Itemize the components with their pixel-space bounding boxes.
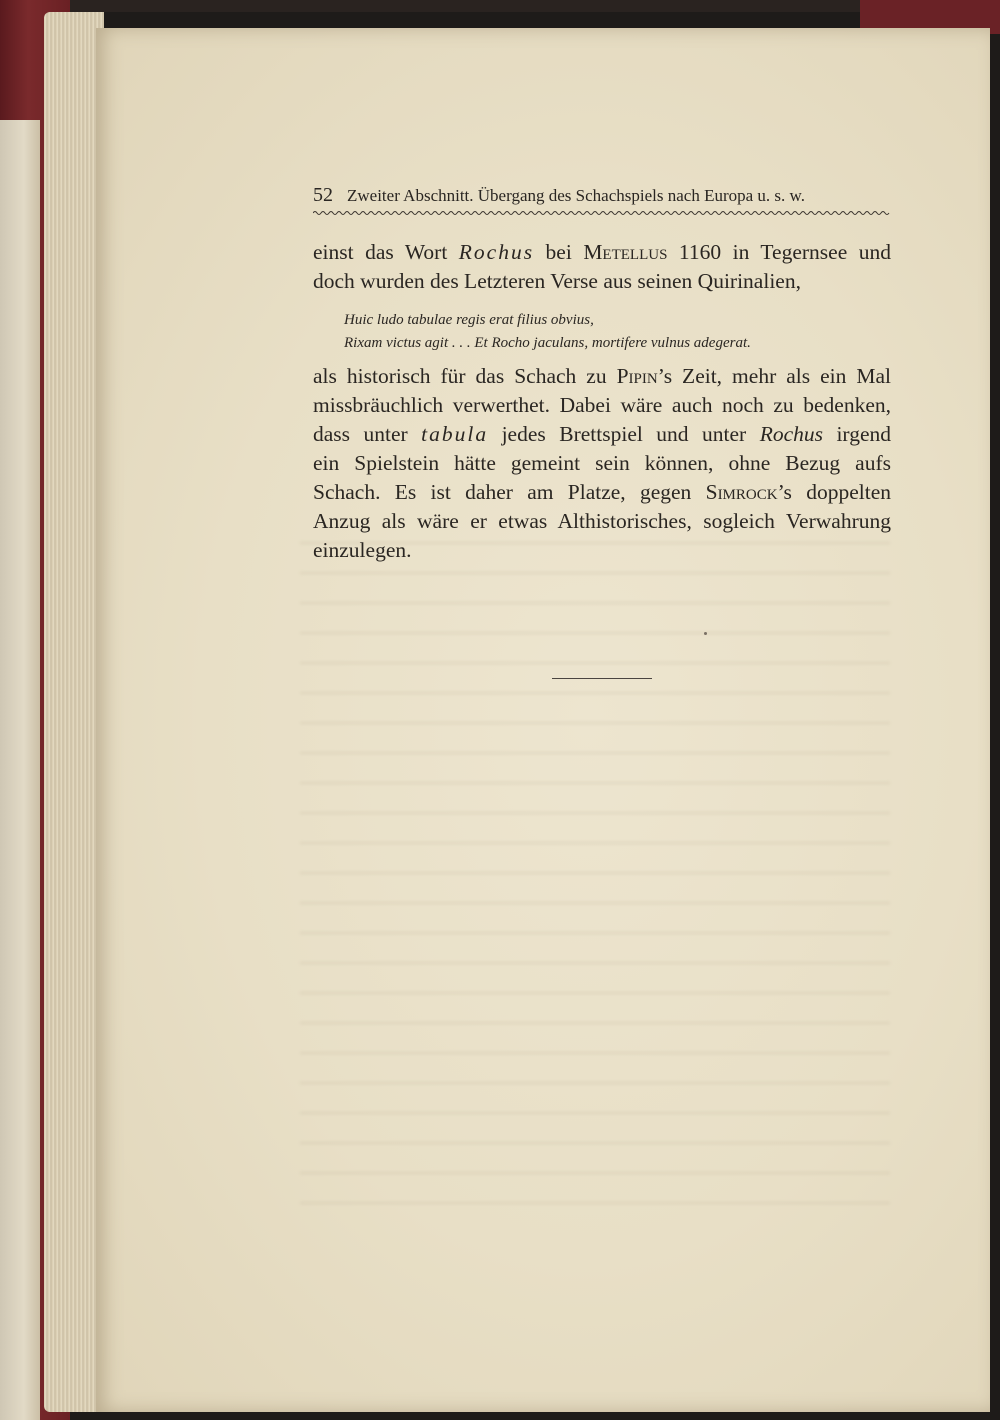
text-run: ’s doppelten bbox=[777, 480, 891, 504]
verse-line-2: Rixam victus agit . . . Et Rocho jaculans, mortifere vulnus adegerat. bbox=[344, 335, 751, 351]
paragraph-1-line-1 bbox=[313, 238, 891, 267]
ink-speck bbox=[704, 632, 707, 635]
rochus-word-2: Rochus bbox=[759, 422, 823, 446]
paragraph-1-line-2: doch wurden des Letzteren Verse aus seinen Quirinalien, bbox=[313, 269, 801, 293]
paragraph-2-line-1 bbox=[313, 362, 891, 391]
text-run: jedes Brettspiel und unter bbox=[488, 422, 760, 446]
paragraph-2-line-6: Anzug als wäre er etwas Althistorisches, sogleich Verwahrung bbox=[313, 509, 891, 533]
text-run: dass unter bbox=[313, 422, 422, 446]
paragraph-2-line-5 bbox=[313, 478, 891, 507]
binding-inner-edge bbox=[0, 120, 40, 1420]
text-run: einst das Wort bbox=[313, 240, 459, 264]
paragraph-2-line-7: einzulegen. bbox=[313, 538, 412, 562]
tabula-word: tabula bbox=[421, 422, 489, 446]
paragraph-1 bbox=[313, 238, 891, 296]
bleed-through-text bbox=[300, 520, 890, 1220]
paragraph-2-line-4: ein Spielstein hätte gemeint sein können, ohne Bezug aufs bbox=[313, 451, 891, 475]
text-run: ’s Zeit, mehr als ein Mal bbox=[657, 364, 892, 388]
section-end-rule bbox=[552, 678, 652, 679]
text-run: irgend bbox=[822, 422, 891, 446]
paragraph-2-line-3 bbox=[313, 420, 891, 449]
paragraph-2 bbox=[313, 362, 891, 565]
paragraph-2-line-2: missbräuchlich verwerthet. Dabei wäre auch noch zu bedenken, bbox=[313, 393, 891, 417]
pipin-name: Pipin bbox=[616, 364, 658, 388]
page-edges bbox=[44, 12, 104, 1412]
header-wavy-rule bbox=[313, 209, 891, 217]
text-run: als historisch für das Schach zu bbox=[313, 364, 617, 388]
rochus-word: Rochus bbox=[458, 240, 535, 264]
verse-line-1: Huic ludo tabulae regis erat filius obvius, bbox=[344, 312, 594, 328]
metellus-name: Metellus bbox=[583, 240, 668, 264]
text-run: 1160 in Tegernsee und bbox=[667, 240, 891, 264]
page-number: 52 bbox=[313, 184, 333, 206]
text-run: Schach. Es ist daher am Platze, gegen bbox=[313, 480, 706, 504]
running-header bbox=[313, 184, 891, 207]
top-shadow bbox=[0, 0, 1000, 12]
simrock-name: Simrock bbox=[705, 480, 778, 504]
text-run: bei bbox=[534, 240, 584, 264]
running-title: Zweiter Abschnitt. Übergang des Schachspiels nach Europa u. s. w. bbox=[347, 186, 805, 205]
